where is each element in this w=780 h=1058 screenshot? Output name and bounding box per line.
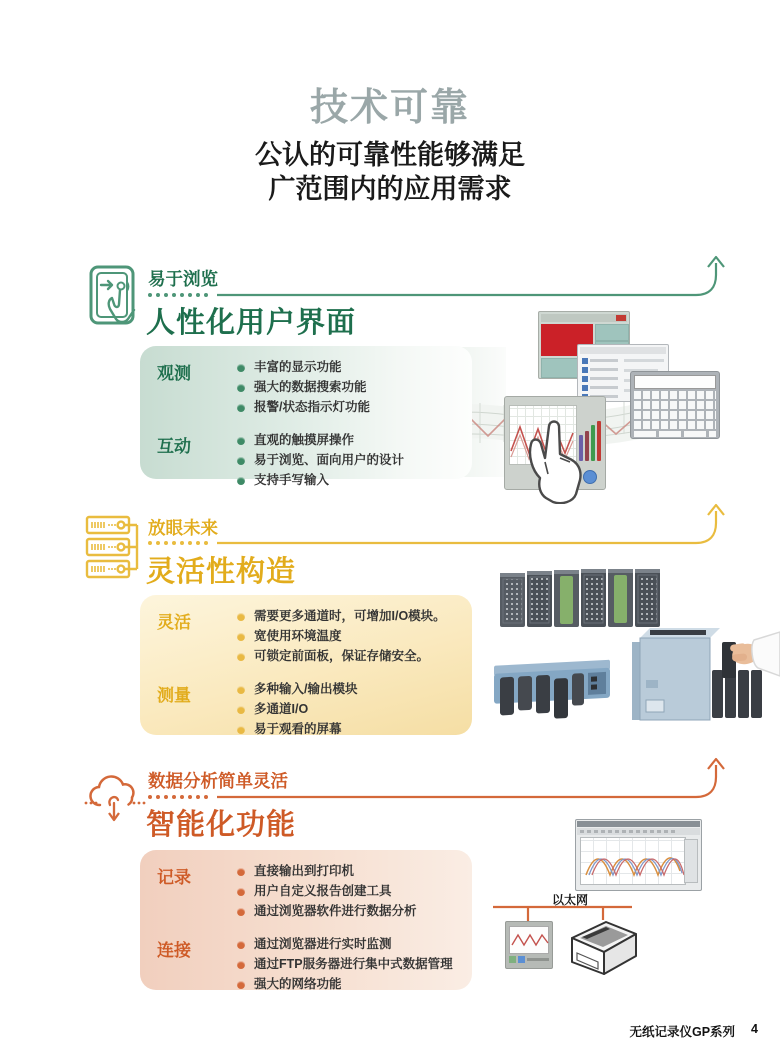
subtitle-line-1: 公认的可靠性能够满足 [255, 140, 525, 170]
section1-title: 人性化用户界面 [146, 307, 357, 339]
section2-eyebrow: 放眼未来 [148, 518, 218, 538]
recorder-device-illustration [505, 921, 553, 969]
group-label: 灵活 [157, 613, 191, 632]
bullet-item: 强大的数据搜索功能 [237, 379, 370, 396]
bullet-item: 需要更多通道时，可增加I/O模块。 [237, 608, 446, 625]
group-label: 互动 [157, 437, 191, 456]
analysis-software-screenshot [575, 819, 702, 891]
group-record [157, 863, 464, 923]
page-title: 技术可靠 [309, 87, 470, 129]
bullet-item: 宽使用环境温度 [237, 628, 446, 645]
bullet-item: 直接输出到打印机 [237, 863, 417, 880]
section3-divider-arrow [147, 755, 732, 801]
bullet-item: 强大的网络功能 [237, 976, 453, 993]
section1-eyebrow: 易于浏览 [148, 269, 218, 289]
section3-eyebrow: 数据分析简单灵活 [148, 771, 288, 791]
bullet-item: 通过浏览器软件进行数据分析 [237, 903, 417, 920]
group-connect [157, 936, 464, 996]
bullet-item: 支持手写输入 [237, 472, 404, 489]
section2-title: 灵活性构造 [146, 556, 297, 588]
bullet-item: 易于浏览、面向用户的设计 [237, 452, 404, 469]
page-footer [629, 1022, 758, 1040]
footer-product-name: 无纸记录仪GP系列 [629, 1025, 736, 1039]
group-label: 记录 [157, 868, 191, 887]
bullet-item: 通过FTP服务器进行集中式数据管理 [237, 956, 453, 973]
bullet-item: 通过浏览器进行实时监测 [237, 936, 453, 953]
section3-panel [140, 850, 472, 990]
recorder-waveform [510, 927, 550, 951]
bullet-item: 可锁定前面板，保证存储安全。 [237, 648, 446, 665]
bullet-item: 多种输入/输出模块 [237, 681, 357, 698]
sine-waves [580, 837, 684, 883]
group-label: 观测 [157, 364, 191, 383]
printer-illustration [562, 912, 642, 980]
ethernet-label: 以太网 [552, 893, 589, 907]
section3-title: 智能化功能 [146, 809, 297, 841]
bullet-item: 直观的触摸屏操作 [237, 432, 404, 449]
group-label: 测量 [157, 686, 191, 705]
bullet-item: 丰富的显示功能 [237, 359, 370, 376]
bullet-item: 报警/状态指示灯功能 [237, 399, 370, 416]
cloud-sync-icon [83, 767, 147, 827]
subtitle-line-2: 广范围内的应用需求 [268, 174, 512, 204]
group-label: 连接 [157, 941, 191, 960]
bullet-item: 用户自定义报告创建工具 [237, 883, 417, 900]
bullet-item: 多通道I/O [237, 701, 357, 718]
footer-page-number: 4 [751, 1022, 758, 1036]
bullet-item: 易于观看的屏幕 [237, 721, 357, 738]
